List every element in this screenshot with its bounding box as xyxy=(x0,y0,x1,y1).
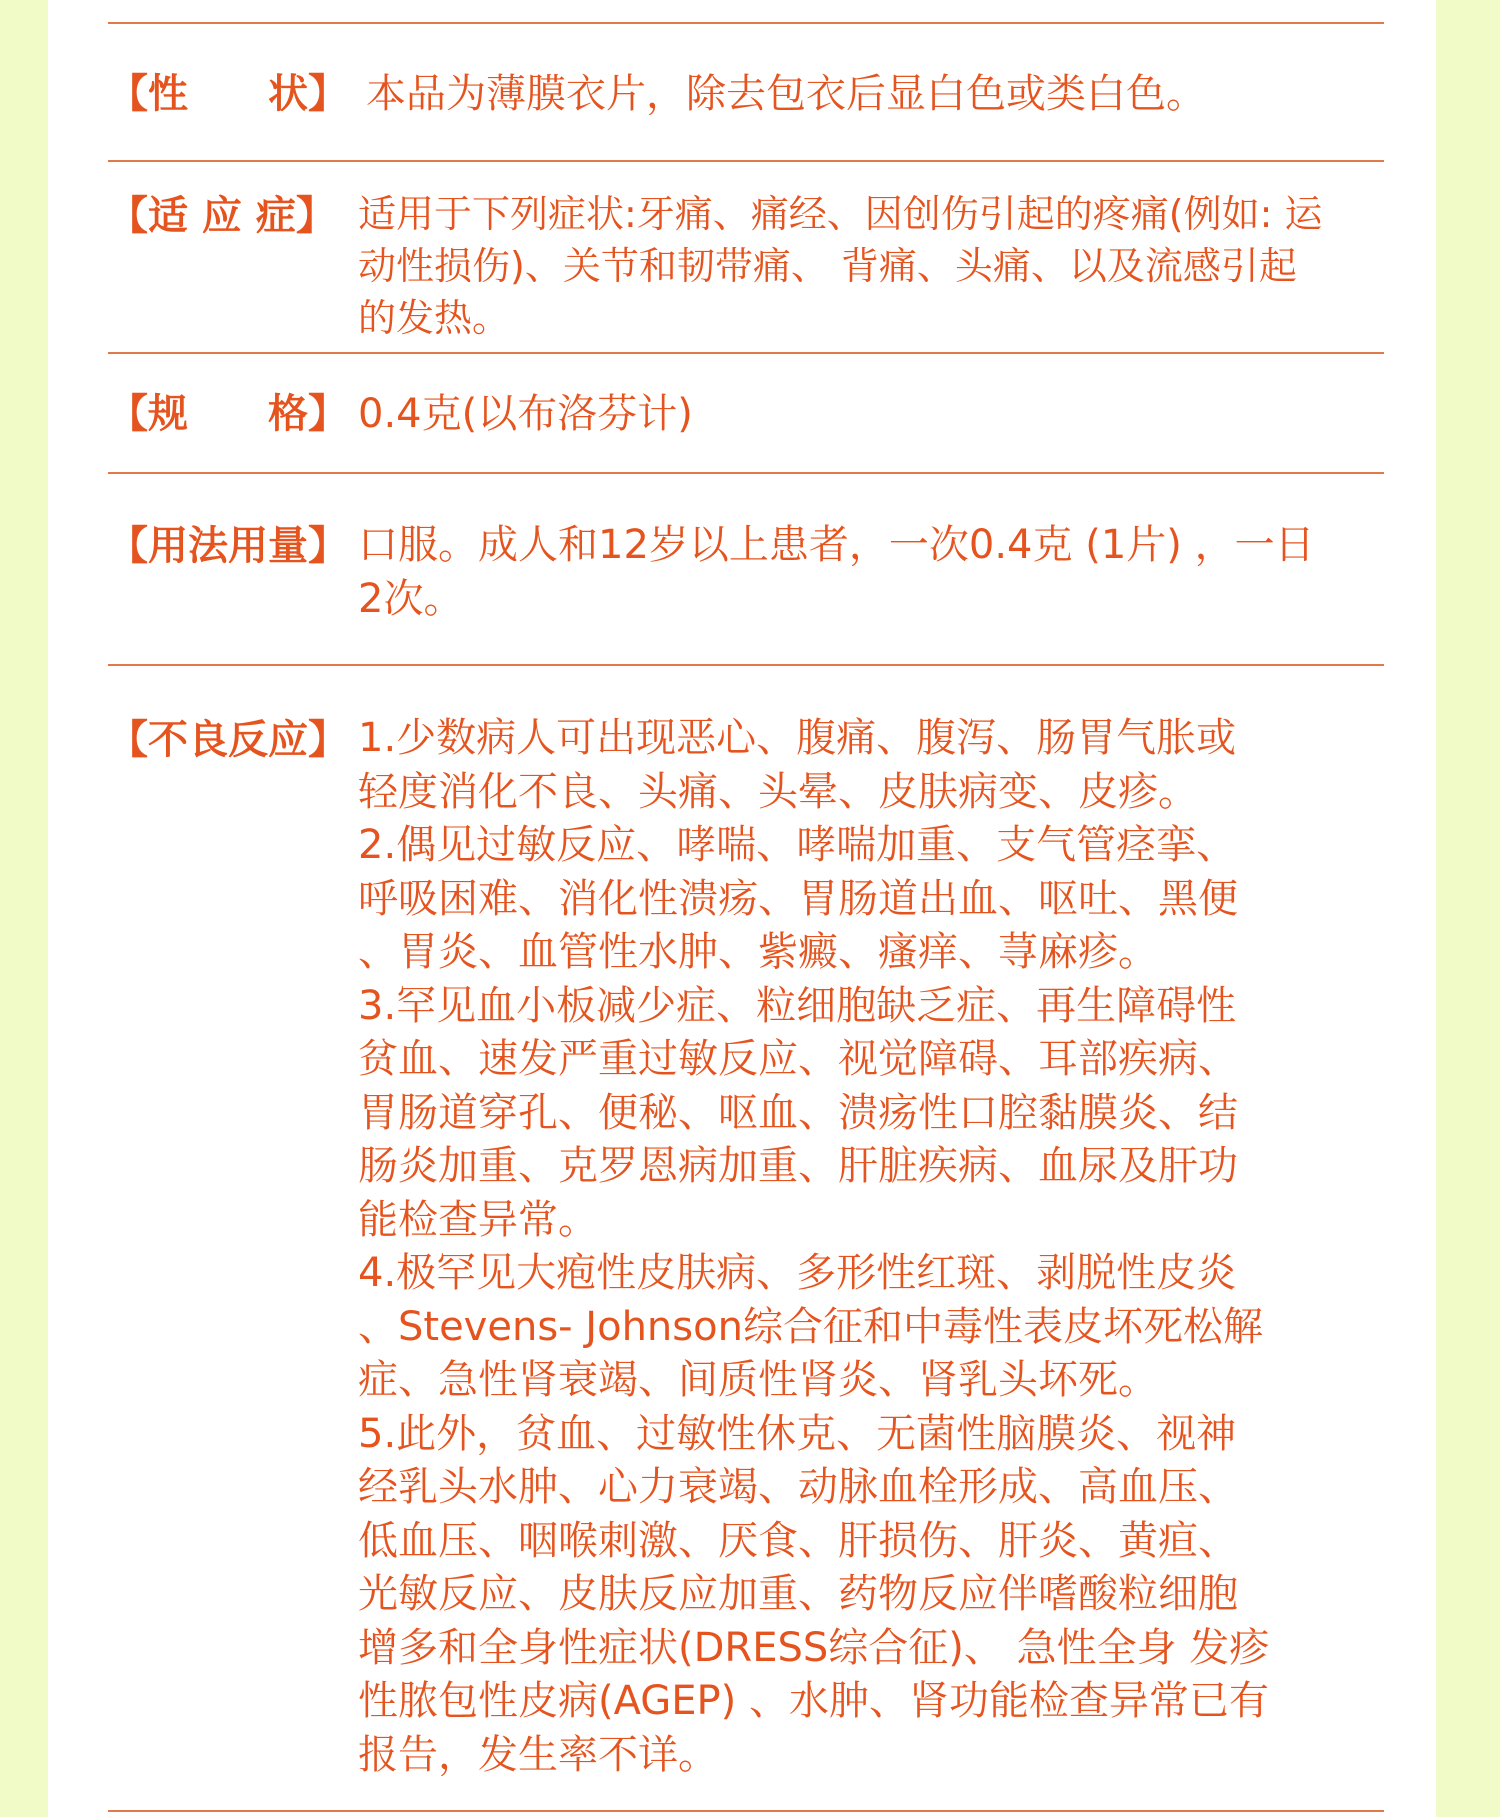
content-line: 2次。 xyxy=(358,576,464,622)
content-line: 1.少数病人可出现恶心、腹痛、腹泻、肠胃气胀或 xyxy=(358,715,1237,761)
section-label: 【不良反应】 xyxy=(108,717,348,763)
content-line: 3.罕见血小板减少症、粒细胞缺乏症、再生障碍性 xyxy=(358,982,1237,1029)
content-line: 5.此外，贫血、过敏性休克、无菌性脑膜炎、视神 xyxy=(358,1410,1237,1457)
content-line: 、Stevens- Johnson综合征和中毒性表皮坏死松解 xyxy=(358,1303,1263,1350)
content-line: 的发热。 xyxy=(358,296,511,340)
section-content xyxy=(358,386,693,442)
content-line: 贫血、速发严重过敏反应、视觉障碍、耳部疾病、 xyxy=(358,1036,1238,1082)
content-line: 2.偶见过敏反应、哮喘、哮喘加重、支气管痉挛、 xyxy=(358,822,1237,868)
content-line: 低血压、咽喉刺激、厌食、肝损伤、肝炎、黄疸、 xyxy=(358,1517,1238,1564)
content-line: 4.极罕见大疱性皮肤病、多形性红斑、剥脱性皮炎 xyxy=(358,1250,1237,1296)
section-label: 【用法用量】 xyxy=(108,523,348,569)
content-line: 本品为薄膜衣片，除去包衣后显白色或类白色。 xyxy=(366,71,1206,117)
divider xyxy=(108,664,1384,666)
content-line: 报告，发生率不详。 xyxy=(358,1731,718,1778)
section-content xyxy=(366,66,1206,122)
section-label: 【适 应 症】 xyxy=(108,193,336,239)
content-line: 0.4克(以布洛芬计) xyxy=(358,391,693,437)
divider xyxy=(108,1810,1384,1812)
section-content xyxy=(358,188,1323,344)
content-line: 增多和全身性症状(DRESS综合征)、 急性全身 发疹 xyxy=(358,1624,1270,1671)
content-line: 光敏反应、皮肤反应加重、药物反应伴嗜酸粒细胞 xyxy=(358,1571,1238,1617)
content-line: 能检查异常。 xyxy=(358,1196,598,1243)
section-content xyxy=(358,712,1269,1782)
divider xyxy=(108,160,1384,162)
content-line: 经乳头水肿、心力衰竭、动脉血栓形成、高血压、 xyxy=(358,1464,1238,1510)
section-content xyxy=(358,518,1315,626)
content-line: 、胃炎、血管性水肿、紫癜、瘙痒、荨麻疹。 xyxy=(358,929,1158,975)
content-line: 胃肠道穿孔、便秘、呕血、溃疡性口腔黏膜炎、结 xyxy=(358,1089,1238,1136)
divider xyxy=(108,352,1384,354)
section-label: 【性 状】 xyxy=(108,71,348,117)
content-line: 性脓包性皮病(AGEP) 、水肿、肾功能检查异常已有 xyxy=(358,1678,1269,1724)
divider xyxy=(108,22,1384,24)
content-line: 肠炎加重、克罗恩病加重、肝脏疾病、血尿及肝功 xyxy=(358,1143,1238,1189)
content-line: 症、急性肾衰竭、间质性肾炎、肾乳头坏死。 xyxy=(358,1357,1158,1403)
content-line: 口服。成人和12岁以上患者，一次0.4克 (1片) ，一日 xyxy=(358,522,1315,568)
content-line: 适用于下列症状:牙痛、痛经、因创伤引起的疼痛(例如: 运 xyxy=(358,192,1323,236)
content-line: 轻度消化不良、头痛、头晕、皮肤病变、皮疹。 xyxy=(358,768,1198,815)
content-line: 动性损伤)、关节和韧带痛、 背痛、头痛、以及流感引起 xyxy=(358,244,1297,288)
content-line: 呼吸困难、消化性溃疡、胃肠道出血、呕吐、黑便 xyxy=(358,875,1238,922)
divider xyxy=(108,472,1384,474)
section-label: 【规 格】 xyxy=(108,391,348,437)
